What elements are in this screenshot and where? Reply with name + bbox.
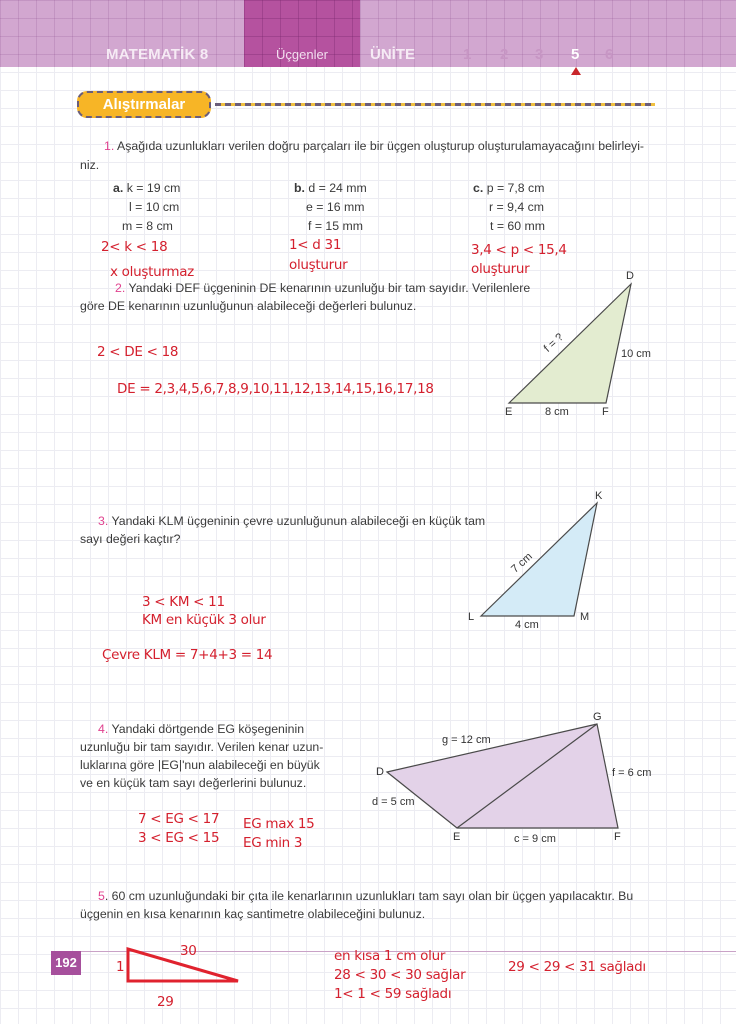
q3-vertex-l: L	[468, 611, 475, 623]
q3-side-lk-label: 7 cm	[509, 550, 535, 576]
q2-side-df-label: 10 cm	[621, 348, 651, 360]
q4-side-de-label: d = 5 cm	[372, 796, 415, 808]
q5-line1: . 60 cm uzunluğundaki bir çıta ile kenarlarının uzunlukları tam sayı olan bir üçgen yapılacaktır. Bu	[104, 889, 634, 903]
q1b-label: b.	[294, 181, 305, 195]
q3-vertex-k: K	[595, 490, 603, 502]
q2-handwritten-2: DE = 2,3,4,5,6,7,8,9,10,11,12,13,14,15,16,17,18	[117, 381, 434, 397]
unit-label: ÜNİTE	[370, 46, 415, 63]
q5-handwritten-1: en kısa 1 cm olur	[334, 948, 446, 964]
q2-line1: Yandaki DEF üçgeninin DE kenarının uzunluğu bir tam sayıdır. Verilenlere	[128, 281, 531, 295]
q3-side-lm-label: 4 cm	[515, 619, 539, 631]
unit-number-6: 6	[605, 46, 614, 63]
q4-handwritten-2: 3 < EG < 15	[138, 830, 220, 846]
q1-line1: Aşağıda uzunlukları verilen doğru parçaları ile bir üçgen oluşturup oluşturulamayacağını belirleyi-	[117, 139, 645, 153]
q1b-e: e = 16 mm	[306, 200, 365, 214]
q1a-handwritten-2: x oluşturmaz	[110, 264, 194, 280]
q4-vertex-g: G	[593, 711, 602, 723]
subject-title: MATEMATİK 8	[106, 46, 209, 63]
q1c-t: t = 60 mm	[490, 219, 546, 233]
q5-text-line2: üçgenin en kısa kenarının kaç santimetre olabileceğini bulunuz.	[80, 907, 426, 921]
q1c-handwritten-2: oluşturur	[471, 261, 530, 277]
q4-handwritten-3: EG max 15	[243, 816, 315, 832]
q2-vertex-d: D	[626, 270, 634, 282]
q5-sketch-short-side: 1	[116, 959, 125, 975]
q1a-handwritten-1: 2< k < 18	[101, 239, 168, 255]
q4-side-dg-label: g = 12 cm	[442, 734, 491, 746]
q4-line1-text: Yandaki dörtgende EG köşegeninin	[111, 722, 305, 736]
q3-handwritten-3: Çevre KLM = 7+4+3 = 14	[102, 647, 273, 663]
q1a-l: l = 10 cm	[129, 200, 180, 214]
q2-vertex-f: F	[602, 406, 609, 418]
q1a-label: a.	[113, 181, 124, 195]
q1a-line1: k = 19 cm	[126, 181, 181, 195]
q5-handwritten-4: 29 < 29 < 31 sağladı	[508, 959, 646, 975]
topic-title: Üçgenler	[275, 47, 329, 62]
q5-number: 5	[98, 889, 105, 903]
q4-vertex-f: F	[614, 831, 621, 843]
q1b-handwritten-2: oluşturur	[289, 257, 348, 273]
q1b-f: f = 15 mm	[308, 219, 364, 233]
q1c-line1: p = 7,8 cm	[486, 181, 545, 195]
q2-handwritten-1: 2 < DE < 18	[97, 344, 179, 360]
q1c-handwritten-1: 3,4 < p < 15,4	[471, 242, 567, 258]
q1-text-line2: niz.	[80, 158, 100, 172]
q5-sketch-hyp: 30	[180, 943, 197, 959]
q3-number: 3.	[98, 514, 109, 528]
q5-sketch-base: 29	[157, 994, 174, 1010]
q3-vertex-m: M	[580, 611, 590, 623]
page-number: 192	[51, 951, 81, 975]
q5-handwritten-3: 1< 1 < 59 sağladı	[334, 986, 452, 1002]
q3-handwritten-1: 3 < KM < 11	[142, 594, 225, 610]
q2-side-de-label: f = ?	[541, 331, 566, 355]
q4-line2: uzunluğu bir tam sayıdır. Verilen kenar uzun-	[80, 740, 324, 754]
q4-handwritten-4: EG min 3	[243, 835, 303, 851]
unit-number-1: 1	[463, 46, 472, 63]
q4-line3: luklarına göre |EG|'nun alabileceği en büyük	[80, 758, 320, 772]
q4-number: 4.	[98, 722, 109, 736]
q3-text-line2: sayı değeri kaçtır?	[80, 532, 181, 546]
q2-number: 2.	[115, 281, 126, 295]
q2-text-line2: göre DE kenarının uzunluğunun alabileceği değerleri bulunuz.	[80, 299, 417, 313]
q1a-m: m = 8 cm	[122, 219, 173, 233]
q4-vertex-d: D	[376, 766, 384, 778]
unit-number-3: 3	[535, 46, 544, 63]
q4-side-ef-label: c = 9 cm	[514, 833, 556, 845]
q1b-line1: d = 24 mm	[308, 181, 367, 195]
q1c-label: c.	[473, 181, 484, 195]
q3-line1: Yandaki KLM üçgeninin çevre uzunluğunun alabileceği en küçük tam	[111, 514, 486, 528]
q1c-r: r = 9,4 cm	[489, 200, 545, 214]
q5-handwritten-2: 28 < 30 < 30 sağlar	[334, 967, 466, 983]
unit-number-5-active: 5	[571, 46, 580, 63]
q2-side-ef-label: 8 cm	[545, 406, 569, 418]
q1-number: 1.	[104, 139, 115, 153]
q1b-handwritten-1: 1< d 31	[289, 237, 342, 253]
unit-number-2: 2	[500, 46, 509, 63]
section-badge: Alıştırmalar	[77, 91, 211, 118]
q4-handwritten-1: 7 < EG < 17	[138, 811, 220, 827]
q2-vertex-e: E	[505, 406, 513, 418]
q4-vertex-e: E	[453, 831, 461, 843]
q3-handwritten-2: KM en küçük 3 olur	[142, 612, 266, 628]
q4-line4: ve en küçük tam sayı değerlerini bulunuz.	[80, 776, 307, 790]
q4-side-fg-label: f = 6 cm	[612, 767, 652, 779]
